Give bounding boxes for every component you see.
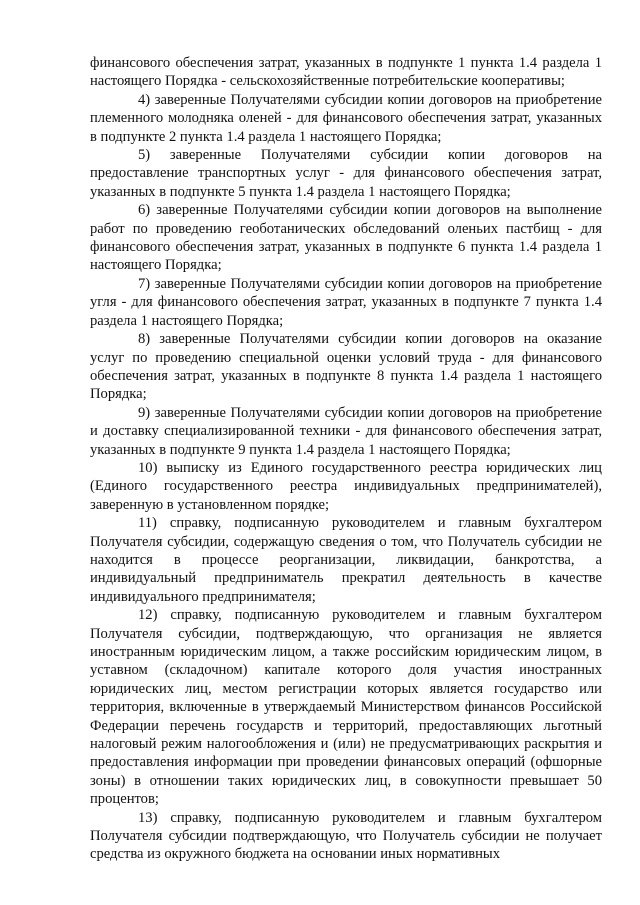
paragraph-item-10: 10) выписку из Единого государственного реестра юридических лиц (Единого государственного реестра индивидуальных предпринимателей), заверенную в установленном порядке; [90,459,602,513]
paragraph-item-11: 11) справку, подписанную руководителем и главным бухгалтером Получателя субсидии, содержащую сведения о том, что Получатель субсидии не находится в процессе реорганизации, ликвидации, банкротства, а индивидуальный предприниматель прекратил деятельность в качестве индивидуального предпринимателя; [90,515,602,605]
paragraph-item-12: 12) справку, подписанную руководителем и главным бухгалтером Получателя субсидии, подтверждающую, что организация не является иностранным юридическим лицом, а также российским юридическим лицом, в уставном (складочном) капитале которого доля участия иностранных юридических лиц, местом регистрации которых является государство или территория, включенные в утверждаемый Министерством финансов Российской Федерации перечень государств и территорий, предоставляющих льготный налоговый режим налогообложения и (или) не предусматривающих раскрытия и предоставления информации при проведении финансовых операций (офшорные зоны) в отношении таких юридических лиц, в совокупности превышает 50 процентов; [90,607,602,808]
paragraph-item-9: 9) заверенные Получателями субсидии копии договоров на приобретение и доставку специализированной техники - для финансового обеспечения затрат, указанных в подпункте 9 пункта 1.4 раздела 1 настоящего Порядка; [90,404,602,458]
document-page [90,54,602,864]
paragraph-item-7: 7) заверенные Получателями субсидии копии договоров на приобретение угля - для финансового обеспечения затрат, указанных в подпункте 7 пункта 1.4 раздела 1 настоящего Порядка; [90,275,602,329]
paragraph-item-13: 13) справку, подписанную руководителем и главным бухгалтером Получателя субсидии подтверждающую, что Получатель субсидии не получает средства из окружного бюджета на основании иных нормативных [90,809,602,863]
paragraph-item-6: 6) заверенные Получателями субсидии копии договоров на выполнение работ по проведению геоботанических обследований оленьих пастбищ - для финансового обеспечения затрат, указанных в подпункте 6 пункта 1.4 раздела 1 настоящего Порядка; [90,202,602,274]
paragraph-item-8: 8) заверенные Получателями субсидии копии договоров на оказание услуг по проведению специальной оценки условий труда - для финансового обеспечения затрат, указанных в подпункте 8 пункта 1.4 раздела 1 настоящего Порядка; [90,331,602,403]
paragraph-continuation: финансового обеспечения затрат, указанных в подпункте 1 пункта 1.4 раздела 1 настоящего Порядка - сельскохозяйственные потребительские кооперативы; [90,55,602,90]
paragraph-item-4: 4) заверенные Получателями субсидии копии договоров на приобретение племенного молодняка оленей - для финансового обеспечения затрат, указанных в подпункте 2 пункта 1.4 раздела 1 настоящего Порядка; [90,91,602,145]
paragraph-item-5: 5) заверенные Получателями субсидии копии договоров на предоставление транспортных услуг - для финансового обеспечения затрат, указанных в подпункте 5 пункта 1.4 раздела 1 настоящего Порядка; [90,147,602,200]
